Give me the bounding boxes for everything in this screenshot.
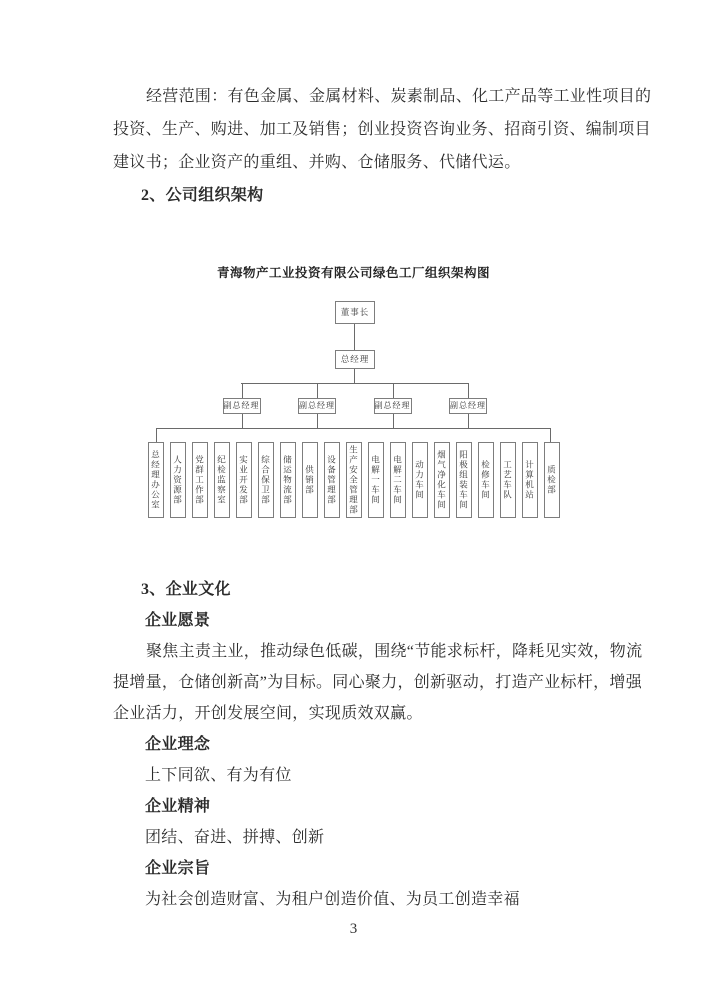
business-scope-section [113,80,652,212]
vice-general-manager-box: 副总经理 [374,398,412,414]
department-box: 检修车间 [478,442,494,518]
org-chart [138,295,569,523]
connector-line [156,428,157,442]
vice-general-manager-box: 副总经理 [223,398,261,414]
paragraph-line: 建议书；企业资产的重组、并购、仓储服务、代储代运。 [113,154,521,171]
connector-line [317,383,318,398]
department-box: 综合保卫部 [258,442,274,518]
paragraph-line: 聚焦主责主业，推动绿色低碳，围绕“节能求标杆，降耗见实效，物流 [146,643,643,660]
org-chart-title: 青海物产工业投资有限公司绿色工厂组织架构图 [216,266,490,280]
spirit-heading: 企业精神 [145,798,211,815]
chairman-box: 董事长 [335,301,375,324]
department-box: 烟气净化车间 [434,442,450,518]
connector-line [550,428,551,442]
paragraph-line: 投资、生产、购进、加工及销售；创业投资咨询业务、招商引资、编制项目 [113,121,651,138]
vice-general-manager-box: 副总经理 [449,398,487,414]
department-box: 党群工作部 [192,442,208,518]
vision-heading: 企业愿景 [145,612,211,629]
connector-line [242,414,243,428]
department-box: 生产安全管理部 [346,442,362,518]
paragraph-line: 经营范围：有色金属、金属材料、炭素制品、化工产品等工业性项目的 [146,88,652,105]
page-number: 3 [349,921,358,937]
connector-line [354,369,355,383]
vice-general-manager-box: 副总经理 [298,398,336,414]
paragraph-line: 企业活力，开创发展空间，实现质效双赢。 [113,705,423,722]
vision-paragraph [113,636,643,729]
connector-line [317,414,318,428]
department-box: 储运物流部 [280,442,296,518]
department-box: 供销部 [302,442,318,518]
section-heading-org-structure: 2、公司组织架构 [141,187,264,204]
department-box: 电解一车间 [368,442,384,518]
department-box: 纪检监察室 [214,442,230,518]
paragraph-line: 提增量，仓储创新高”为目标。同心聚力，创新驱动，打造产业标杆，增强 [113,674,643,691]
connector-line [241,383,469,384]
department-box: 阳极组装车间 [456,442,472,518]
department-box: 质检部 [544,442,560,518]
business-scope-paragraph [113,80,652,179]
department-box: 总经理办公室 [148,442,164,518]
connector-line [393,414,394,428]
culture-section [113,574,643,915]
connector-line [468,414,469,428]
department-box: 实业开发部 [236,442,252,518]
department-box: 动力车间 [412,442,428,518]
department-box: 人力资源部 [170,442,186,518]
connector-line [468,383,469,398]
department-box: 设备管理部 [324,442,340,518]
department-box: 电解二车间 [390,442,406,518]
purpose-text: 为社会创造财富、为租户创造价值、为员工创造幸福 [145,891,520,908]
connector-line [393,383,394,398]
philosophy-heading: 企业理念 [145,736,211,753]
department-box: 计算机站 [522,442,538,518]
purpose-heading: 企业宗旨 [145,860,211,877]
connector-line [156,428,551,429]
general-manager-box: 总经理 [335,350,375,369]
spirit-text: 团结、奋进、拼搏、创新 [145,829,325,846]
department-box: 工艺车队 [500,442,516,518]
connector-line [242,383,243,398]
connector-line [354,324,355,350]
philosophy-text: 上下同欲、有为有位 [145,767,292,784]
section-heading-culture: 3、企业文化 [141,581,231,598]
